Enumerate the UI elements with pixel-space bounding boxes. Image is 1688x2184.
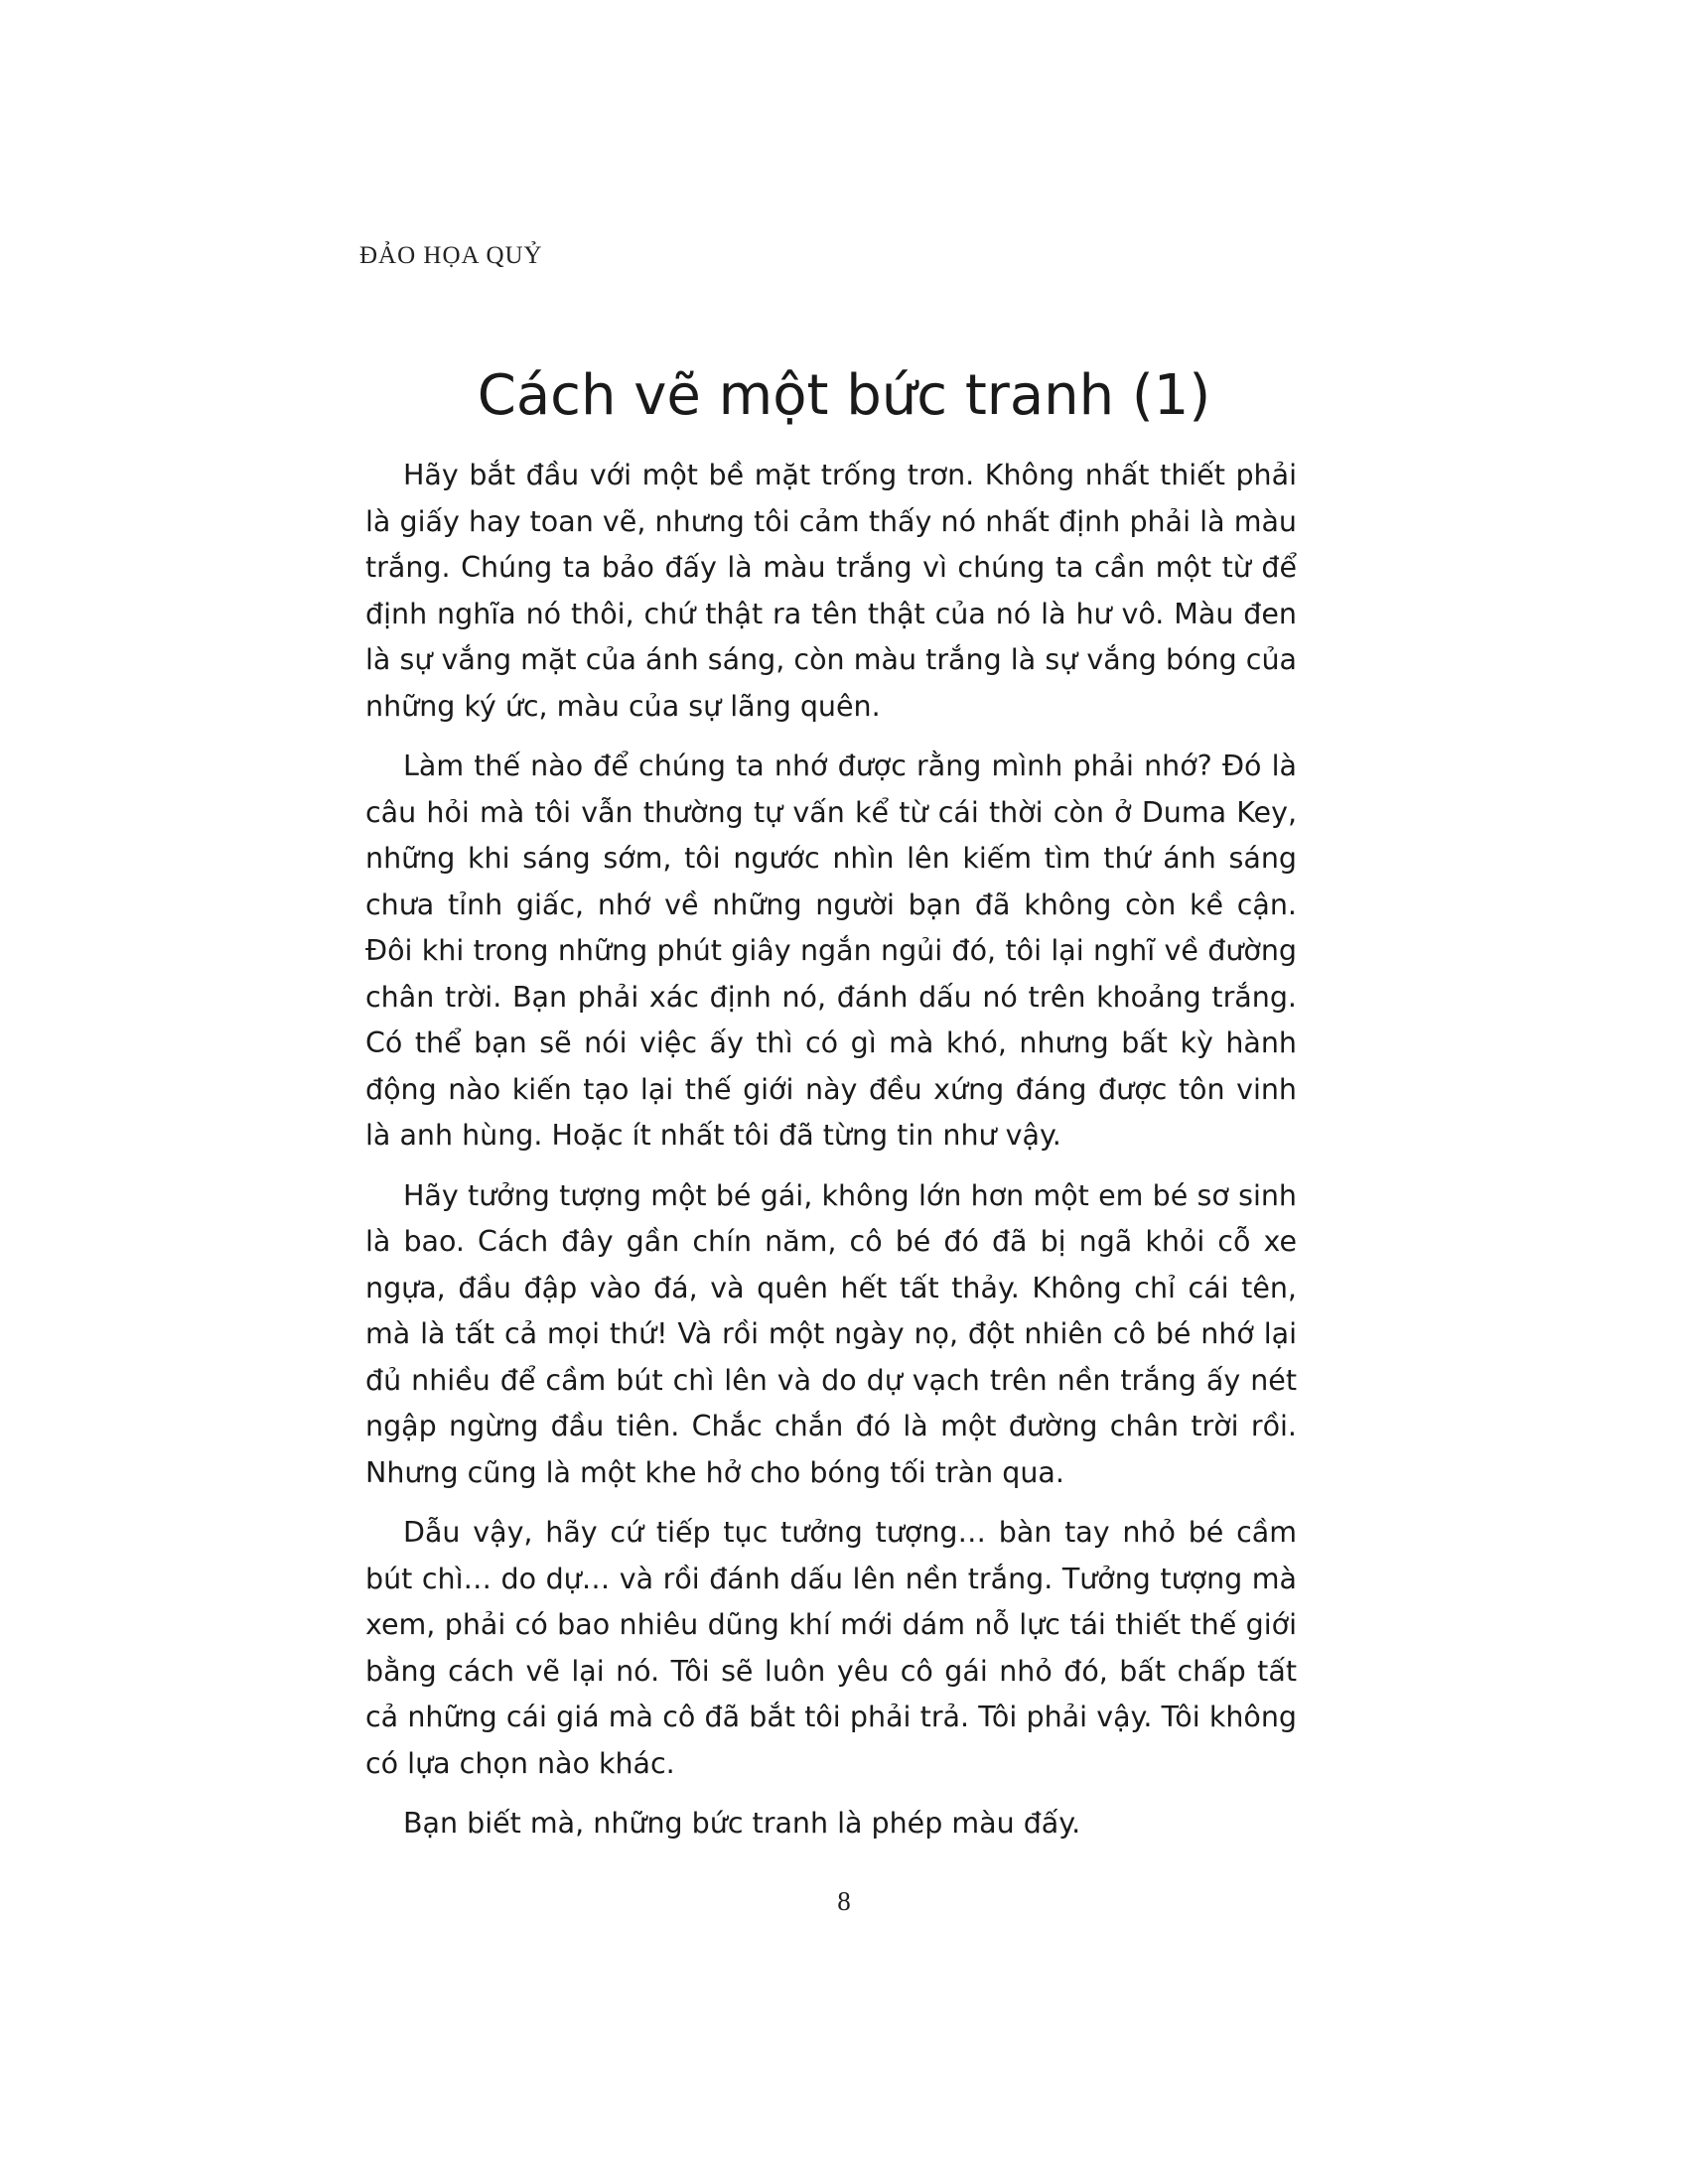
paragraph: Hãy tưởng tượng một bé gái, không lớn hơn một em bé sơ sinh là bao. Cách đây gần chín năm, cô bé đó đã bị ngã khỏi cỗ xe ngựa, đầu đập vào đá, và quên hết tất thảy. Không chỉ cái tên, mà là tất cả mọi thứ! Và rồi một ngày nọ, đột nhiên cô bé nhớ lại đủ nhiều để cầm bút chì lên và do dự vạch trên nền trắng ấy nét ngập ngừng đầu tiên. Chắc chắn đó là một đường chân trời rồi. Nhưng cũng là một khe hở cho bóng tối tràn qua. <box>365 1178 1297 1489</box>
running-header: ĐẢO HỌA QUỶ <box>359 242 543 269</box>
paragraph: Hãy bắt đầu với một bề mặt trống trơn. Không nhất thiết phải là giấy hay toan vẽ, nhưng tôi cảm thấy nó nhất định phải là màu trắng. Chúng ta bảo đấy là màu trắng vì chúng ta cần một từ để định nghĩa nó thôi, chứ thật ra tên thật của nó là hư vô. Màu đen là sự vắng mặt của ánh sáng, còn màu trắng là sự vắng bóng của những ký ức, màu của sự lãng quên. <box>365 459 1297 723</box>
chapter-title: Cách vẽ một bức tranh (1) <box>477 363 1211 428</box>
body-text <box>365 453 1297 1861</box>
paragraph: Dẫu vậy, hãy cứ tiếp tục tưởng tượng… bàn tay nhỏ bé cầm bút chì… do dự… và rồi đánh dấu lên nền trắng. Tưởng tượng mà xem, phải có bao nhiêu dũng khí mới dám nỗ lực tái thiết thế giới bằng cách vẽ lại nó. Tôi sẽ luôn yêu cô gái nhỏ đó, bất chấp tất cả những cái giá mà cô đã bắt tôi phải trả. Tôi phải vậy. Tôi không có lựa chọn nào khác. <box>365 1516 1297 1780</box>
paragraph: Bạn biết mà, những bức tranh là phép màu đấy. <box>403 1807 1081 1840</box>
page-number: 8 <box>837 1886 851 1916</box>
paragraph: Làm thế nào để chúng ta nhớ được rằng mình phải nhớ? Đó là câu hỏi mà tôi vẫn thường tự vấn kể từ cái thời còn ở Duma Key, những khi sáng sớm, tôi ngước nhìn lên kiếm tìm thứ ánh sáng chưa tỉnh giấc, nhớ về những người bạn đã không còn kề cận. Đôi khi trong những phút giây ngắn ngủi đó, tôi lại nghĩ về đường chân trời. Bạn phải xác định nó, đánh dấu nó trên khoảng trắng. Có thể bạn sẽ nói việc ấy thì có gì mà khó, nhưng bất kỳ hành động nào kiến tạo lại thế giới này đều xứng đáng được tôn vinh là anh hùng. Hoặc ít nhất tôi đã từng tin như vậy. <box>365 750 1297 1152</box>
